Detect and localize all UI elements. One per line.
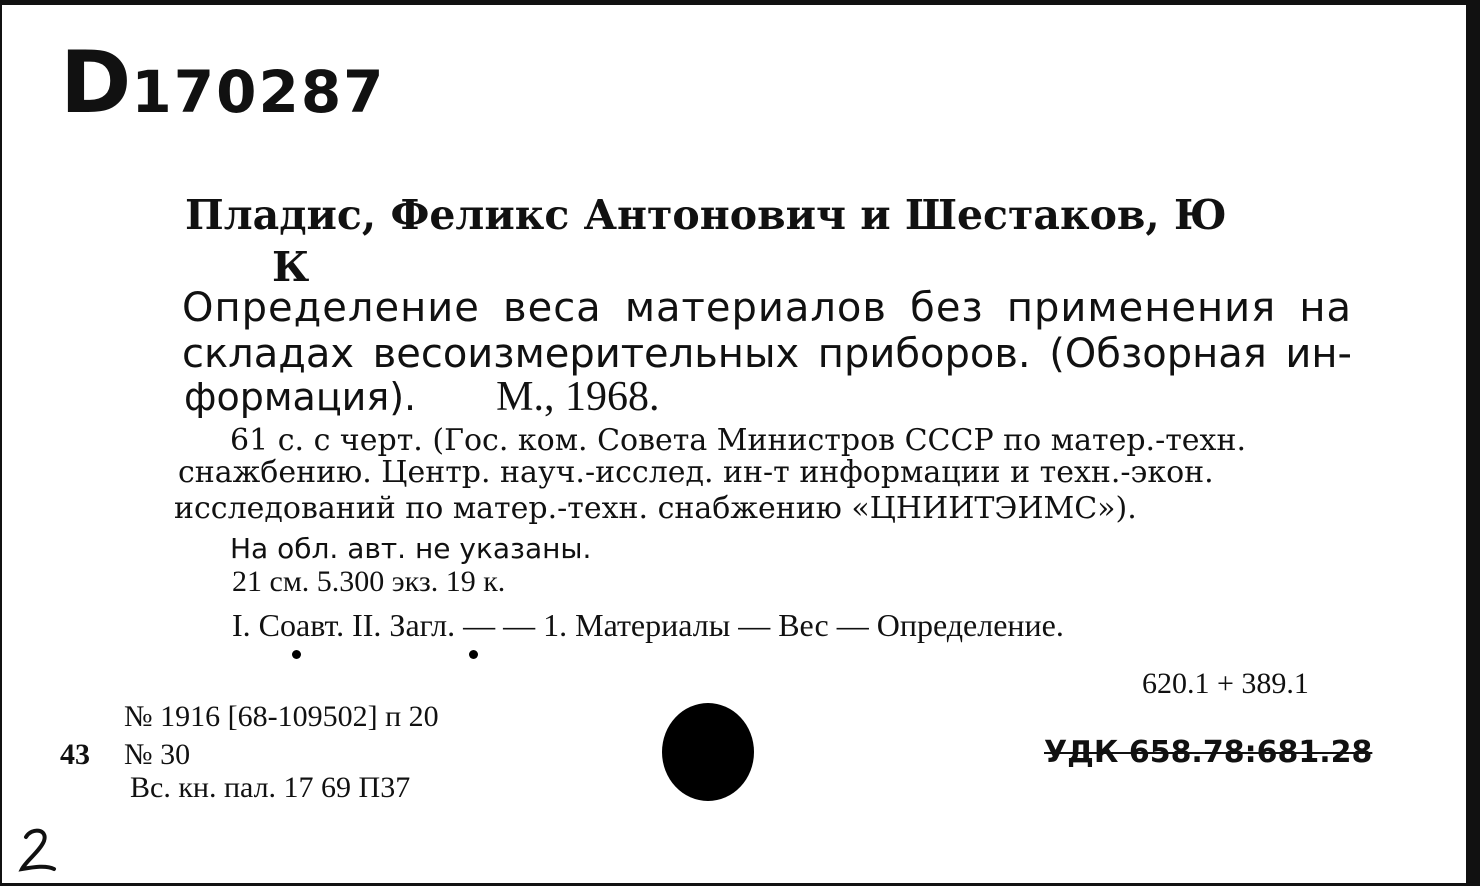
description-line-3: исследований по матер.-техн. снабжению «ЦНИИТЭИМС»).: [174, 491, 1137, 526]
call-number-digits: 170287: [131, 58, 386, 126]
description-line-1: 61 с. с черт. (Гос. ком. Совета Министров СССР по матер.-техн.: [230, 423, 1247, 458]
title-line-1: Определение веса материалов без применения на: [182, 285, 1352, 331]
description-line-2: снажбению. Центр. науч.-исслед. ин-т информации и техн.-экон.: [178, 455, 1214, 490]
punch-hole: [662, 703, 754, 801]
author-line: Пладис, Феликс Антонович и Шестаков, Ю: [185, 191, 1227, 239]
title-line-3: [184, 373, 660, 421]
call-number-letter: D: [60, 33, 132, 133]
tracing-mark: [469, 650, 478, 659]
call-number: [60, 33, 386, 133]
physical-description: 21 см. 5.300 экз. 19 к.: [232, 565, 506, 598]
imprint: М., 1968.: [496, 374, 660, 420]
tracing-mark: [292, 650, 301, 659]
registry-line-2: № 30: [124, 738, 191, 771]
title-line-2: складах весоизмерительных приборов. (Обзорная ин-: [182, 331, 1352, 377]
note-line: На обл. авт. не указаны.: [230, 532, 592, 565]
registry-lead-number: 43: [60, 738, 90, 771]
tracings: I. Соавт. II. Загл. — — 1. Материалы — Вес — Определение.: [232, 607, 1064, 643]
author-line-continued: К: [272, 243, 310, 291]
udk-struck: УДК 658.78:681.28: [1044, 735, 1373, 770]
registry-line-1: № 1916 [68-109502] п 20: [124, 700, 439, 733]
title-end: формация).: [184, 375, 417, 419]
registry-line-3: Вс. кн. пал. 17 69 П37: [130, 771, 411, 804]
classification-number: 620.1 + 389.1: [1142, 667, 1309, 700]
handwritten-mark-icon: [16, 823, 60, 877]
